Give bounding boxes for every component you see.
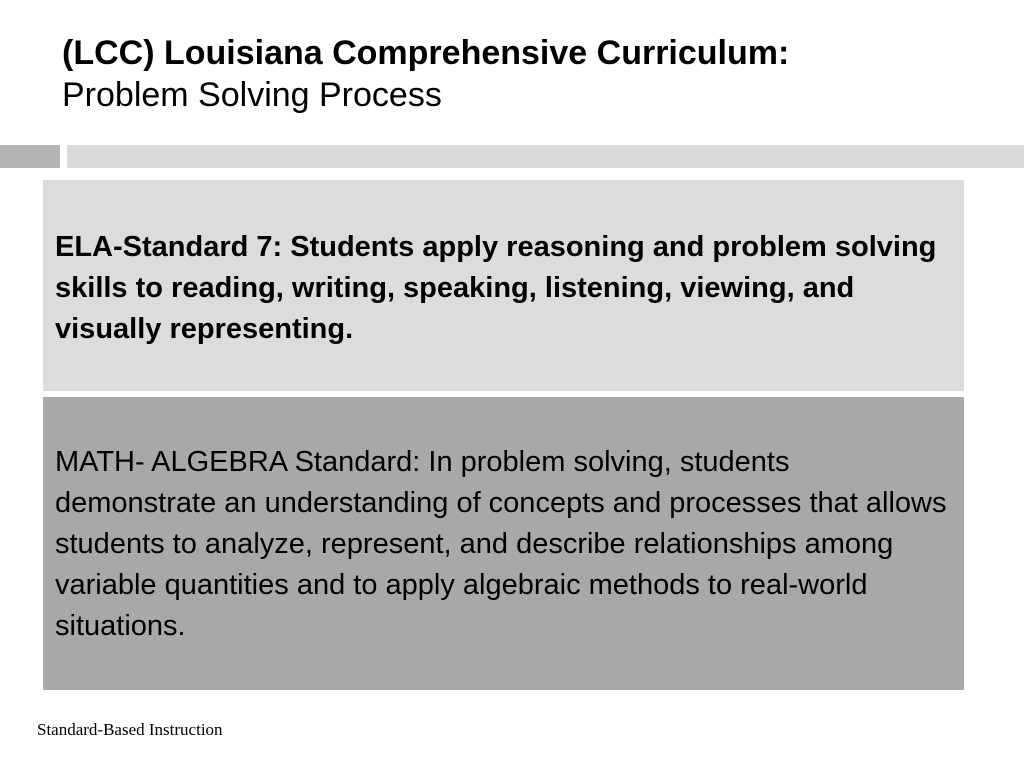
- slide-title: [62, 32, 1002, 116]
- ela-standard-box: [43, 180, 964, 391]
- math-standard-box: [43, 397, 964, 690]
- slide-footer: Standard-Based Instruction: [37, 720, 223, 739]
- math-standard-text: MATH- ALGEBRA Standard: In problem solving, students demonstrate an understanding of concepts and processes that allows students to analyze, represent, and describe relationships among variable quantities and to apply algebraic methods to real-world situations.: [55, 446, 947, 642]
- title-subtitle: Problem Solving Process: [62, 76, 442, 114]
- ela-standard-text: ELA-Standard 7: Students apply reasoning and problem solving skills to reading, writing, speaking, listening, viewing, and visually representing.: [55, 231, 937, 345]
- title-rule-left: [0, 145, 60, 168]
- title-rule-right: [67, 145, 1024, 168]
- title-main: (LCC) Louisiana Comprehensive Curriculum:: [62, 34, 790, 72]
